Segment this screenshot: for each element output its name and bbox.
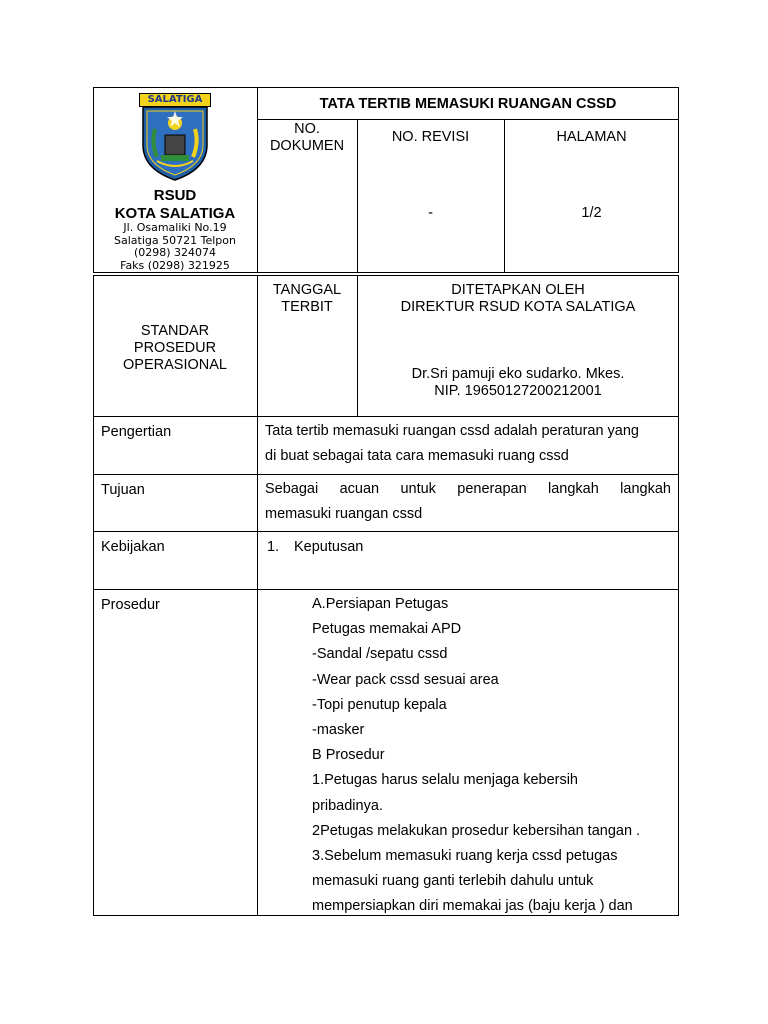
tujuan-label: Tujuan [101, 482, 145, 498]
sop-type-label: STANDAR PROSEDUR OPERASIONAL [123, 323, 227, 373]
pengertian-text: Tata tertib memasuki ruangan cssd adalah peraturan yang di buat sebagai tata cara memasuki ruang cssd [265, 423, 639, 465]
prosedur-label: Prosedur [101, 597, 160, 613]
no-revisi-value: - [428, 205, 433, 221]
tujuan-text: Sebagai acuan untuk penerapan langkah langkah memasuki ruangan cssd [265, 481, 671, 523]
document-title: TATA TERTIB MEMASUKI RUANGAN CSSD [319, 96, 617, 112]
no-revisi-header: NO. REVISI [391, 129, 470, 145]
halaman-value: 1/2 [581, 205, 602, 221]
org-name-line1: RSUD [153, 187, 197, 204]
signer-name: Dr.Sri pamuji eko sudarko. Mkes. [411, 366, 625, 382]
kebijakan-number: 1. [267, 539, 280, 555]
halaman-header: HALAMAN [556, 129, 627, 145]
pengertian-label: Pengertian [101, 424, 172, 440]
org-name-line2: KOTA SALATIGA [114, 205, 236, 222]
logo-text: SALATIGA [147, 94, 203, 105]
no-dokumen-header: NO. DOKUMEN [269, 121, 345, 154]
org-address: Jl. Osamaliki No.19 Salatiga 50721 Telpon (0298) 324074 Faks (0298) 321925 [114, 221, 236, 272]
salatiga-logo [139, 93, 211, 181]
ditetapkan-oleh: DITETAPKAN OLEH DIREKTUR RSUD KOTA SALATIGA [400, 282, 636, 315]
tanggal-terbit-label: TANGGAL TERBIT [272, 282, 342, 315]
signer-nip: NIP. 19650127200212001 [434, 383, 602, 399]
kebijakan-label: Kebijakan [101, 539, 165, 555]
kebijakan-text: Keputusan [294, 539, 364, 555]
prosedur-text: A.Persiapan Petugas Petugas memakai APD -Sandal /sepatu cssd -Wear pack cssd sesuai area -Topi penutup kepala -masker B Prosedur 1.Petugas harus selalu menjaga kebersih pribadinya. 2Petugas melakukan prosedur kebersihan tangan . 3.Sebelum memasuki ruang kerja cssd petugas memasuki ruang ganti terlebih dahulu untuk mempersiapkan diri memakai jas (baju kerja ) dan [312, 596, 641, 915]
